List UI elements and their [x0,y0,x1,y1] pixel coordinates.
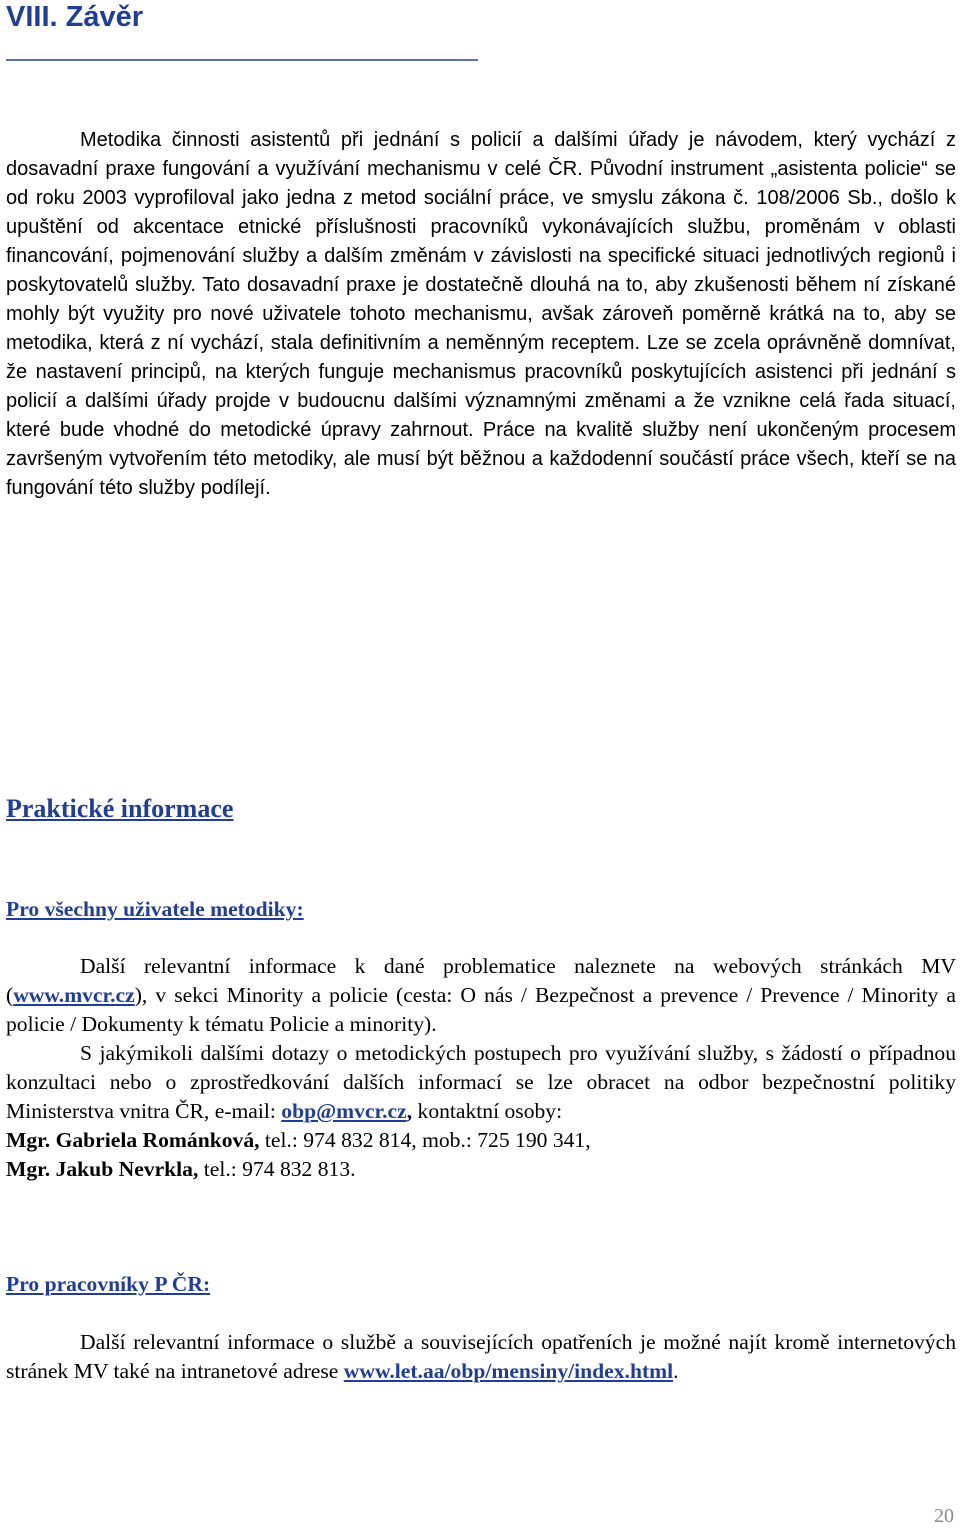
users-info-paragraph [6,952,956,1039]
contact-person-1-phones: tel.: 974 832 814, mob.: 725 190 341, [259,1128,591,1152]
users-info-text-end: ), v sekci Minority a policie (cesta: O nás / Bezpečnost a prevence / Prevence / Minority a policie / Dokumenty k tématu Policie a minority). [6,983,956,1036]
chapter-title-rule [6,59,478,61]
contact-persons-label: kontaktní osoby: [412,1099,563,1123]
users-section-heading: Pro všechny uživatele metodiky: [6,897,304,921]
email-comma: , [406,1099,413,1123]
police-info-text: Další relevantní informace o službě a souvisejících opatřeních je možné najít kromě internetových stránek MV také na intranetové adrese [6,1330,956,1383]
chapter-title: VIII. Závěr [6,1,144,33]
page-number: 20 [934,1505,954,1527]
contact-person-2-name: Mgr. Jakub Nevrkla, [6,1157,199,1181]
users-contact-paragraph [6,1039,956,1184]
police-info-paragraph [6,1328,956,1386]
contact-intro-text: S jakýmikoli dalšími dotazy o metodických postupech pro využívání služby, s žádostí o případnou konzultaci nebo o zprostředkování dalších informací se lze obracet na odbor bezpečnostní politiky Ministerstva vnitra ČR, e-mail: [6,1041,956,1123]
obp-email-link[interactable]: obp@mvcr.cz [281,1099,407,1123]
police-section-heading: Pro pracovníky P ČR: [6,1272,211,1296]
contact-person-2-phones: tel.: 974 832 813. [198,1157,356,1181]
mvcr-website-link[interactable]: www.mvcr.cz [13,983,135,1007]
users-info-text: Další relevantní informace k dané problematice naleznete na webových stránkách MV ( [6,954,956,1007]
contact-person-1-name: Mgr. Gabriela Románková, [6,1128,260,1152]
police-info-period: . [673,1359,679,1383]
practical-info-heading: Praktické informace [6,794,234,823]
intranet-link[interactable]: www.let.aa/obp/mensiny/index.html [343,1359,674,1383]
conclusion-paragraph: Metodika činnosti asistentů při jednání s policií a dalšími úřady je návodem, který vychází z dosavadní praxe fungování a využívání mechanismu v celé ČR. Původní instrument „asistenta policie“ se od roku 2003 vyprofiloval jako jedna z metod sociální práce, ve smyslu zákona č. 108/2006 Sb., došlo k upuštění od akcentace etnické příslušnosti pracovníků vykonávajících službu, proměnám v oblasti financování, pojmenování služby a dalším změnám v závislosti na specifické situaci jednotlivých regionů i poskytovatelů služby. Tato dosavadní praxe je dostatečně dlouhá na to, aby zkušenosti během ní získané mohly být využity pro nové uživatele tohoto mechanismu, avšak zároveň poměrně krátká na to, aby se metodika, která z ní vychází, stala definitivním a neměnným receptem. Lze se zcela oprávněně domnívat, že nastavení principů, na kterých funguje mechanismus pracovníků poskytujících asistenci při jednání s policií a dalšími úřady projde v budoucnu dalšími významnými změnami a že vznikne celá řada situací, které bude vhodné do metodické úpravy zahrnout. Práce na kvalitě služby není ukončeným procesem završeným vytvořením této metodiky, ale musí být běžnou a každodenní součástí práce všech, kteří se na fungování této služby podílejí. [6,129,956,499]
